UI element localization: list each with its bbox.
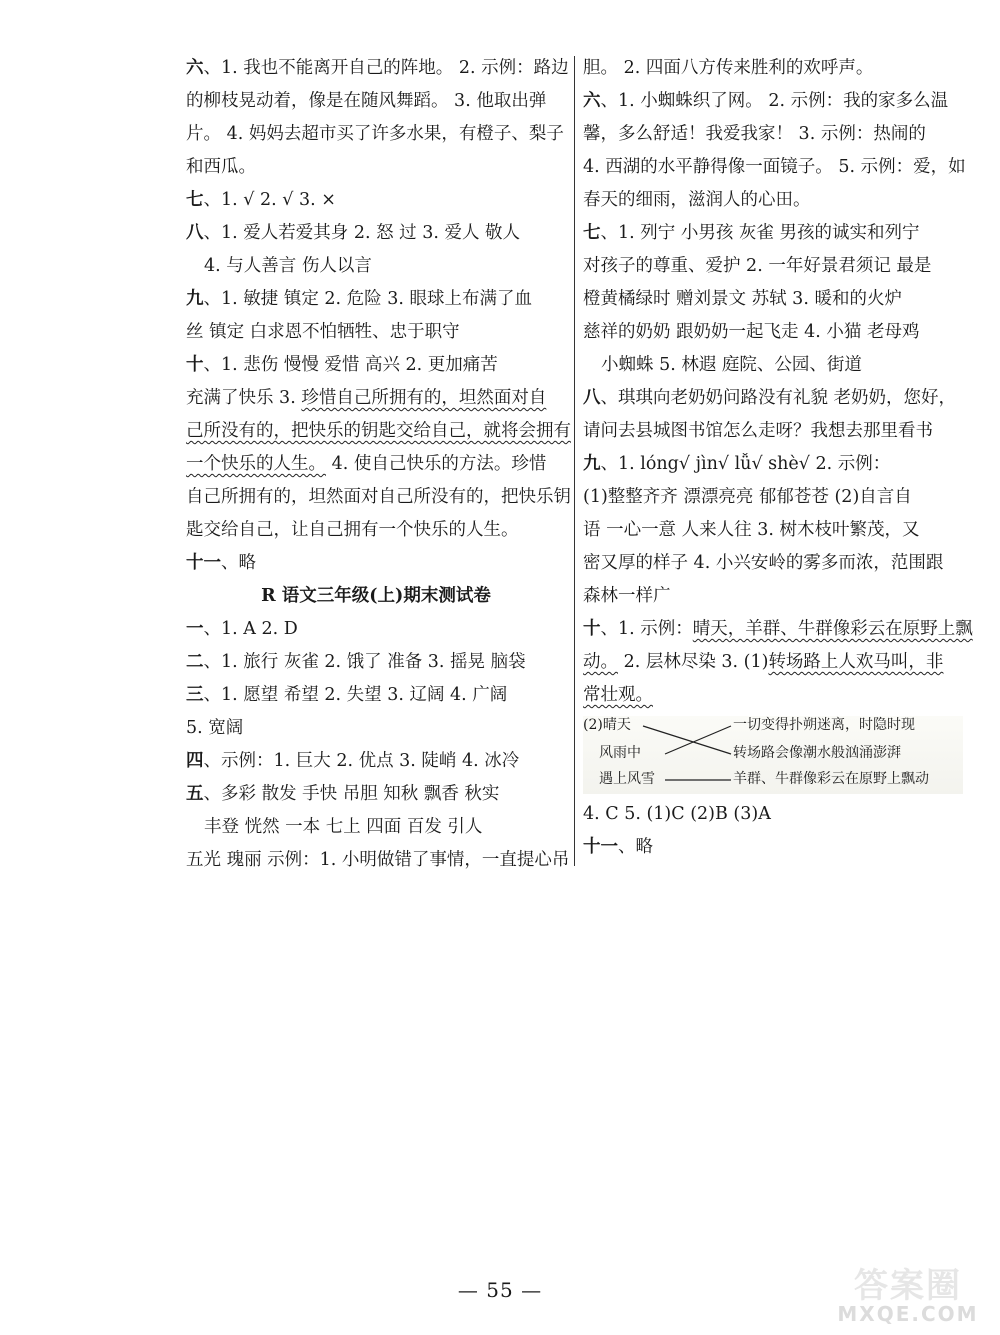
section-number: 三	[186, 685, 204, 705]
answer-text: 、1. √ 2. √ 3. ×	[203, 190, 336, 210]
answer-text: 语 一心一意 人来人往 3. 树木枝叶繁茂，又	[583, 520, 920, 540]
answer-text: 、1. lóng√ jìn√ lǚ√ shè√ 2. 示例：	[600, 454, 891, 474]
answer-text: 丝 镇定 白求恩不怕牺牲、忠于职守	[186, 322, 460, 342]
answer-line	[186, 811, 566, 844]
answer-line	[583, 679, 963, 712]
answer-text: 、略	[221, 553, 256, 573]
answer-text: 片。 4. 妈妈去超市买了许多水果，有橙子、梨子	[186, 124, 564, 144]
answer-text: 、1. 我也不能离开自己的阵地。 2. 示例：路边	[203, 58, 569, 78]
answer-text: 五光 瑰丽 示例：1. 小明做错了事情，一直提心吊	[186, 850, 570, 870]
page-number: — 55 —	[457, 1278, 543, 1302]
answer-text: 请问去县城图书馆怎么走呀？我想去那里看书	[583, 421, 933, 441]
underlined-answer: 转场路上人欢马叫，非	[768, 652, 944, 672]
answer-line	[186, 778, 566, 811]
answer-line	[583, 481, 963, 514]
answer-line	[186, 613, 566, 646]
section-number: 六	[186, 58, 204, 78]
answer-text: 匙交给自己，让自己拥有一个快乐的人生。	[186, 520, 519, 540]
answer-text: 4. 使自己快乐的方法。珍惜	[326, 454, 547, 474]
underlined-answer: 动。	[583, 652, 618, 672]
answer-text: 4. 西湖的水平静得像一面镜子。 5. 示例：爱，如	[583, 157, 966, 177]
answer-line	[186, 547, 566, 580]
answer-line	[583, 646, 963, 679]
matching-figure	[583, 716, 963, 794]
section-number: 十	[186, 355, 204, 375]
section-number: 十	[583, 619, 601, 639]
section-number: 四	[186, 751, 204, 771]
matching-left-item: 风雨中	[599, 745, 641, 761]
answer-text: (1)整整齐齐 漂漂亮亮 郁郁苍苍 (2)自言自	[583, 487, 912, 507]
answer-text: 2. 层林尽染 3. (1)	[618, 652, 769, 672]
underlined-answer: 晴天，羊群、牛群像彩云在原野上飘	[692, 619, 973, 639]
answer-line	[186, 250, 566, 283]
answer-text: 森林一样广	[583, 586, 671, 606]
answer-line	[186, 844, 570, 877]
answer-text: 充满了快乐 3.	[186, 388, 302, 408]
answer-line	[186, 415, 571, 448]
answer-text: 橙黄橘绿时 赠刘景文 苏轼 3. 暖和的火炉	[583, 289, 902, 309]
answer-text: 5. 宽阔	[186, 718, 244, 738]
answer-line	[186, 118, 566, 151]
answer-line	[583, 382, 963, 415]
answer-line	[583, 118, 963, 151]
answer-line	[186, 481, 571, 514]
answer-line	[186, 514, 566, 547]
section-number: 八	[583, 388, 601, 408]
matching-connector	[665, 726, 731, 754]
answer-line	[583, 52, 963, 85]
answer-line	[583, 283, 963, 316]
matching-right-item: 转场路会像潮水般汹涌澎湃	[733, 745, 901, 761]
watermark-text-bottom: MXQE.COM	[837, 1302, 979, 1326]
underlined-answer: 珍惜自己所拥有的，坦然面对自	[301, 388, 547, 408]
section-number: 五	[186, 784, 204, 804]
answer-line	[583, 151, 966, 184]
answer-text: 、1. 悲伤 慢慢 爱惜 高兴 2. 更加痛苦	[203, 355, 498, 375]
answer-text: 4. 与人善言 伤人以言	[204, 256, 372, 276]
answer-text: 春天的细雨，滋润人的心田。	[583, 190, 811, 210]
matching-connector	[643, 726, 731, 754]
answer-text: 馨，多么舒适！我爱我家！ 3. 示例：热闹的	[583, 124, 926, 144]
answer-line	[583, 217, 963, 250]
answer-line	[583, 831, 963, 864]
answer-text: 自己所拥有的，坦然面对自己所没有的，把快乐钥	[186, 487, 571, 507]
left-column	[186, 52, 571, 877]
answer-line	[583, 514, 963, 547]
underlined-answer: 常壮观。	[583, 685, 653, 705]
watermark-logo	[828, 1258, 988, 1328]
section-number: 九	[583, 454, 601, 474]
section-number: 九	[186, 289, 204, 309]
answer-line	[186, 745, 566, 778]
answer-line	[583, 613, 973, 646]
section-number: 一	[186, 619, 204, 639]
answer-line	[186, 151, 566, 184]
answer-text: 密又厚的样子 4. 小兴安岭的雾多而浓，范围跟	[583, 553, 944, 573]
section-number: 十一	[186, 553, 221, 573]
answer-line	[186, 184, 566, 217]
answer-line	[186, 52, 569, 85]
section-number: 七	[186, 190, 204, 210]
answer-line	[583, 349, 963, 382]
answer-text: 、示例：1. 巨大 2. 优点 3. 陡峭 4. 冰冷	[203, 751, 520, 771]
answer-line	[583, 316, 963, 349]
answer-text: 、1. 示例：	[600, 619, 693, 639]
answer-line	[583, 547, 963, 580]
answer-text: 、略	[618, 837, 653, 857]
answer-line	[583, 250, 963, 283]
answer-line	[186, 712, 566, 745]
answer-text: 的柳枝晃动着，像是在随风舞蹈。 3. 他取出弹	[186, 91, 547, 111]
answer-text: 、1. A 2. D	[203, 619, 298, 639]
underlined-answer: 己所没有的，把快乐的钥匙交给自己，就将会拥有	[186, 421, 571, 441]
answer-line	[583, 580, 963, 613]
matching-right-item: 一切变得扑朔迷离，时隐时现	[733, 717, 915, 733]
answer-text: 小蜘蛛 5. 林遐 庭院、公园、街道	[601, 355, 862, 375]
answer-line	[186, 382, 566, 415]
section-number: 二	[186, 652, 204, 672]
matching-lines	[583, 716, 963, 794]
section-number: 六	[583, 91, 601, 111]
answer-line	[186, 448, 566, 481]
answer-text: 和西瓜。	[186, 157, 256, 177]
answer-text: 、1. 旅行 灰雀 2. 饿了 准备 3. 摇晃 脑袋	[203, 652, 526, 672]
answer-line	[186, 646, 566, 679]
answer-text: 、1. 小蜘蛛织了网。 2. 示例：我的家多么温	[600, 91, 949, 111]
underlined-answer: 一个快乐的人生。	[186, 454, 326, 474]
matching-left-item: (2)晴天	[583, 717, 631, 733]
answer-line	[186, 316, 566, 349]
answer-text: 4. C 5. (1)C (2)B (3)A	[583, 804, 771, 824]
answer-text: 、多彩 散发 手快 吊胆 知秋 飘香 秋实	[203, 784, 500, 804]
answer-line	[583, 798, 963, 831]
section-number: 十一	[583, 837, 618, 857]
answer-text: 、1. 愿望 希望 2. 失望 3. 辽阔 4. 广阔	[203, 685, 508, 705]
answer-text: 、1. 列宁 小男孩 灰雀 男孩的诚实和列宁	[600, 223, 920, 243]
answer-text: 胆。 2. 四面八方传来胜利的欢呼声。	[583, 58, 874, 78]
answer-line	[583, 184, 963, 217]
answer-text: 、1. 敏捷 镇定 2. 危险 3. 眼球上布满了血	[203, 289, 532, 309]
answer-line	[583, 85, 963, 118]
matching-right-item: 羊群、牛群像彩云在原野上飘动	[733, 771, 929, 787]
answer-text: 对孩子的尊重、爱护 2. 一年好景君须记 最是	[583, 256, 932, 276]
watermark-text-top: 答案圈	[854, 1266, 962, 1306]
column-divider	[574, 56, 575, 866]
section-number: 七	[583, 223, 601, 243]
matching-left-item: 遇上风雪	[599, 771, 655, 787]
answer-text: 、1. 爱人若爱其身 2. 怒 过 3. 爱人 敬人	[203, 223, 521, 243]
answer-line	[186, 85, 566, 118]
answer-line	[186, 217, 566, 250]
right-column	[583, 52, 973, 864]
section-heading: R 语文三年级(上)期末测试卷	[261, 586, 491, 606]
answer-line	[186, 349, 566, 382]
answer-text: 丰登 恍然 一本 七上 四面 百发 引人	[204, 817, 483, 837]
answer-text: 、琪琪向老奶奶问路没有礼貌 老奶奶，您好，	[600, 388, 957, 408]
section-number: 八	[186, 223, 204, 243]
answer-line	[186, 283, 566, 316]
answer-line	[583, 415, 963, 448]
answer-text: 慈祥的奶奶 跟奶奶一起飞走 4. 小猫 老母鸡	[583, 322, 920, 342]
answer-line	[583, 448, 963, 481]
answer-line	[186, 679, 566, 712]
